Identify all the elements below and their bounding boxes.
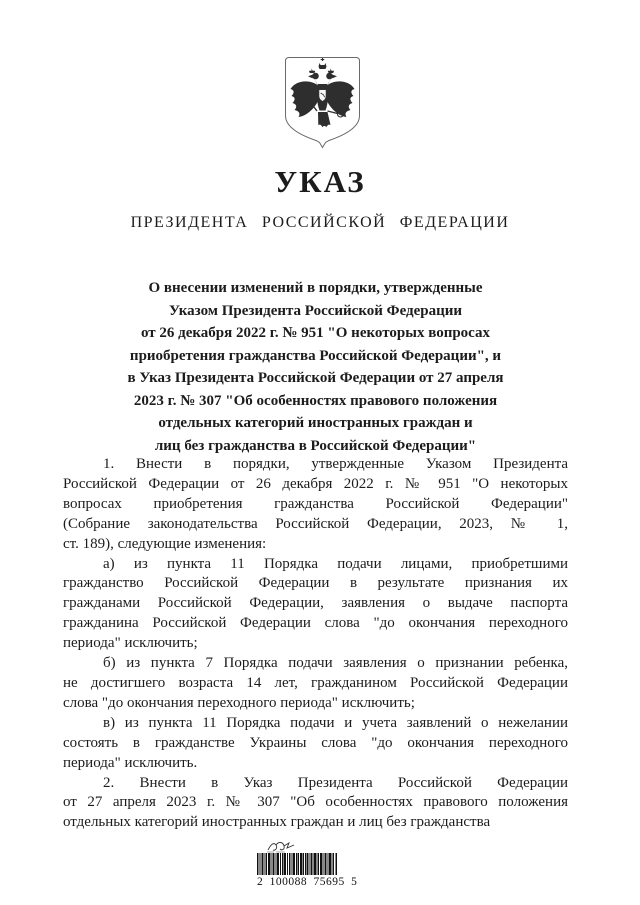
subject-line: отдельных категорий иностранных граждан и: [158, 415, 473, 431]
body-line: гражданами Российской Федерации, заявления о выдаче паспорта: [63, 595, 568, 612]
body-line: а) из пункта 11 Порядка подачи лицами, приобретшими: [103, 555, 568, 572]
body-line: периода" исключить;: [63, 635, 198, 652]
body-line: периода" исключить.: [63, 754, 198, 771]
body-line: вопросах приобретения гражданства Российской Федерации": [63, 495, 568, 512]
body-paragraph-b: [63, 654, 568, 714]
body-paragraph-v: [63, 714, 568, 774]
double-headed-eagle-icon: [284, 56, 361, 149]
body-line: ст. 189), следующие изменения:: [63, 535, 267, 552]
body-line: гражданство Российской Федерации в результате признания их: [63, 575, 568, 592]
body-line: гражданина Российской Федерации слова "до окончания переходного: [63, 615, 568, 632]
subject-line: 2023 г. № 307 "Об особенностях правового положения: [133, 392, 498, 409]
decree-body: [63, 455, 568, 833]
barcode-digits: 2 100088 75695 5: [257, 876, 358, 888]
subject-line: от 26 декабря 2022 г. № 951 "О некоторых вопросах: [140, 325, 491, 341]
subject-line: приобретения гражданства Российской Федерации", и: [129, 347, 502, 364]
body-paragraph-a: [63, 555, 568, 655]
coat-of-arms-emblem: [284, 56, 361, 149]
decree-subject: [63, 277, 568, 457]
barcode-icon: [257, 853, 338, 875]
subject-line: О внесении изменений в порядки, утвержденные: [148, 280, 483, 296]
body-paragraph-1: [63, 455, 568, 555]
body-line: 1. Внести в порядки, утвержденные Указом Президента: [103, 456, 568, 472]
subject-line: Указом Президента Российской Федерации: [168, 302, 463, 319]
decree-title: УКАЗ: [274, 164, 366, 199]
subject-line: лиц без гражданства в Российской Федерации": [154, 437, 477, 454]
body-line: Российской Федерации от 26 декабря 2022 г. № 951 "О некоторых: [63, 475, 568, 492]
body-line: не достигшего возраста 14 лет, гражданином Российской Федерации: [63, 674, 568, 691]
decree-issuer: ПРЕЗИДЕНТА РОССИЙСКОЙ ФЕДЕРАЦИИ: [130, 214, 510, 231]
body-line: в) из пункта 11 Порядка подачи и учета заявлений о нежелании: [103, 714, 568, 731]
handwritten-squiggle-icon: [267, 841, 297, 853]
body-line: слова "до окончания переходного периода" исключить;: [63, 694, 415, 711]
body-line: (Собрание законодательства Российской Федерации, 2023, № 1,: [63, 515, 568, 532]
body-paragraph-2: [63, 774, 568, 834]
subject-line: в Указ Президента Российской Федерации от 27 апреля: [127, 370, 504, 386]
body-line: 2. Внести в Указ Президента Российской Федерации: [103, 774, 568, 791]
body-line: б) из пункта 7 Порядка подачи заявления о признании ребенка,: [103, 655, 568, 672]
publication-barcode-block: [257, 841, 357, 893]
body-line: отдельных категорий иностранных граждан и лиц без гражданства: [63, 814, 491, 831]
body-line: от 27 апреля 2023 г. № 307 "Об особенностях правового положения: [63, 794, 568, 811]
body-line: состоять в гражданстве Украины слова "до окончания переходного: [63, 734, 568, 751]
